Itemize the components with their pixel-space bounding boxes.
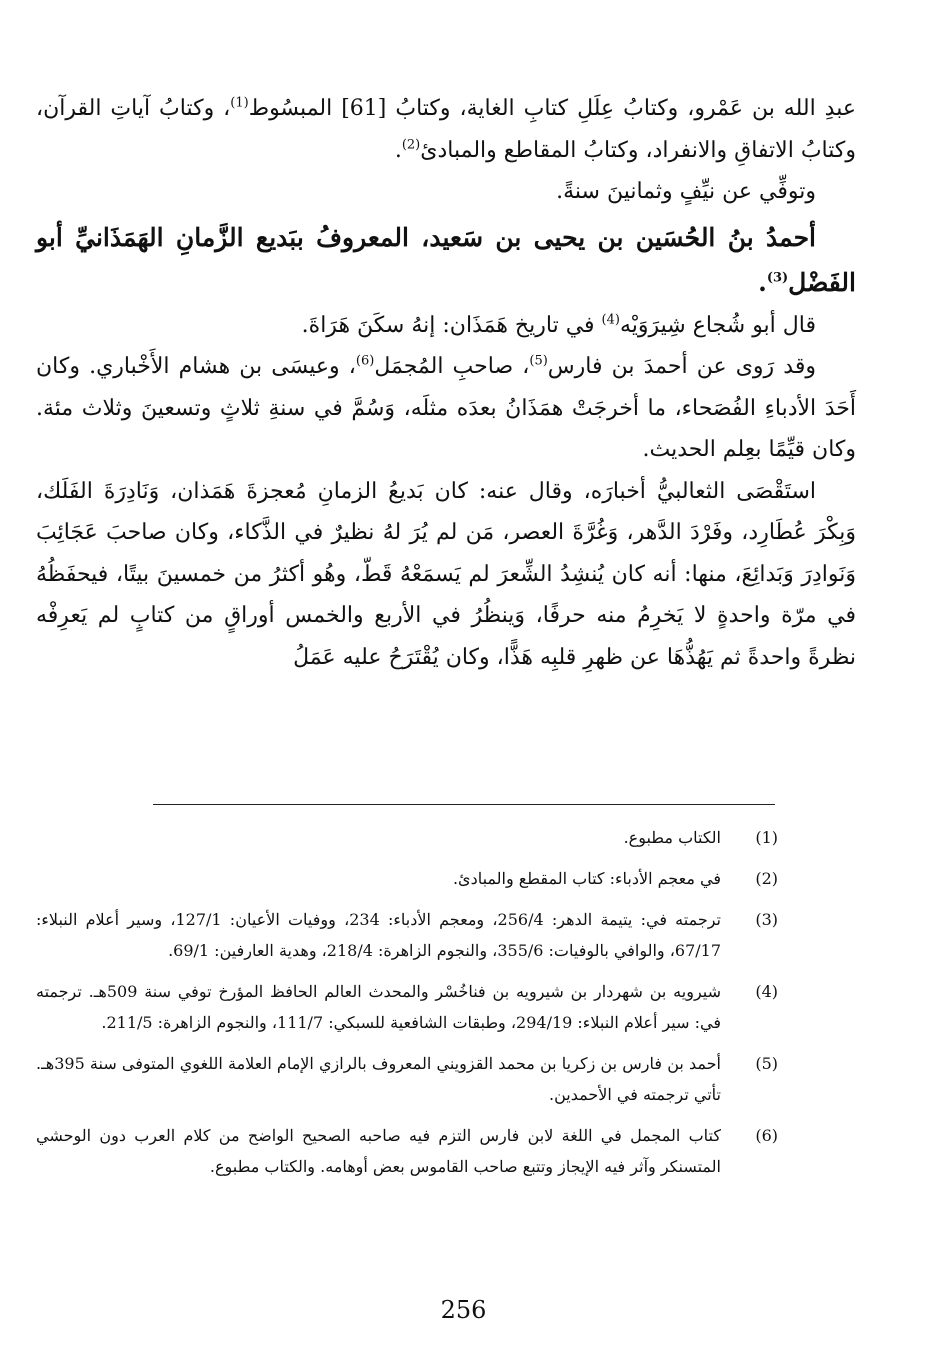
footnotes: [36, 822, 786, 1192]
footnote-text: الكتاب مطبوع.: [623, 828, 721, 847]
footnote-3: [36, 904, 786, 966]
text-run: عبدِ الله بن عَمْرو، وكتابُ عِلَلِ كتابِ الغاية، وكتابُ [61] المبسُوط: [248, 96, 856, 121]
paragraph-5: استَقْصَى الثعالبيُّ أخبارَه، وقال عنه: كان بَديعُ الزمانِ مُعجزةَ هَمَذان، وَنَادِرَةَ الفَلَك، وَبِكْرَ عُطَارِد، وفَرْدَ الدَّهر، وَغُرَّةَ العصر، مَن لم يُرَ لهُ نظيرٌ في الذَّكاء، وكان صاحبَ عَجَائِبَ وَنَوادِرَ وَبَدائِعَ، منها: أنه كان يُنشِدُ الشِّعرَ لم يَسمَعْهُ قَطّ، وهُو أكثرُ من خمسينَ بيتًا، فيحفَظُهُ في مرّة واحدةٍ لا يَخرِمُ منه حرفًا، وَينظُرُ في الأربع والخمس أوراقٍ من كتابٍ لم يَعرِفْه نظرةً واحدةً ثم يَهُذُّهَا عن ظهرِ قلبِه هَذًّا، وكان يُقْتَرَحُ عليه عَمَلُ: [36, 478, 856, 670]
footnote-number: (1): [755, 828, 778, 847]
footnote-4: [36, 976, 786, 1038]
footnote-text: أحمد بن فارس بن زكريا بن محمد القزويني المعروف بالرازي الإمام العلامة اللغوي المتوفى سنة 395هـ. تأتي ترجمته في الأحمدين.: [36, 1054, 721, 1104]
footnote-text: شيرويه بن شهردار بن شيرويه بن فناخُسْر والمحدث العالم الحافظ المؤرخ توفي سنة 509هـ. ترجمته في: سير أعلام النبلاء: 294/19، وطبقات الشافعية للسبكي: 111/7، والنجوم الزاهرة: 211/5.: [36, 982, 722, 1032]
footnote-text: في معجم الأدباء: كتاب المقطع والمبادئ.: [452, 869, 721, 888]
text-run: ، وكتابُ آياتِ القرآن، وكتابُ الاتفاقِ والانفراد، وكتابُ المقاطع والمبادئ: [36, 96, 856, 163]
footnote-ref[interactable]: (5): [529, 353, 548, 369]
text-run: ، وعيسَى بن هشام الأَخْباري. وكان أَحَدَ الأدباءِ الفُصَحاء، ما أخرجَتْ همَذَانُ بعدَه مثلَه، وَسُمَّ في سنةِ ثلاثٍ وتسعينَ وثلاث مئة. وكان قيِّمًا بعِلم الحديث.: [36, 354, 856, 462]
page-number: 256: [440, 1296, 487, 1324]
footnote-1: [36, 822, 786, 853]
footnote-number: (2): [755, 869, 778, 888]
paragraph-2: وتوفِّي عن نيِّفٍ وثمانينَ سنةً.: [556, 179, 816, 204]
footnote-number: (4): [755, 982, 778, 1001]
footnote-ref[interactable]: (2): [401, 137, 421, 153]
paragraph-3: [36, 305, 856, 347]
paragraph-1: [36, 88, 856, 171]
footnote-6: [36, 1120, 786, 1182]
entry-heading: [36, 215, 856, 305]
footnote-5: [36, 1048, 786, 1110]
footnote-ref[interactable]: (6): [355, 353, 375, 369]
main-text: [36, 88, 856, 678]
footnote-ref[interactable]: (4): [601, 312, 620, 328]
footnote-ref[interactable]: (3): [766, 270, 789, 286]
footnote-number: (6): [755, 1126, 778, 1145]
text-run: .: [394, 137, 402, 163]
text-run: في تاريخ هَمَذَان: إنهُ سكَنَ هَرَاةَ.: [301, 312, 602, 338]
text-run: أحمدُ بنُ الحُسَين بن يحيى بن سَعيد، المعروفُ ببَديع الزَّمانِ الهَمَذَانيِّ أبو الفَضْل: [36, 222, 856, 297]
text-run: .: [758, 267, 767, 297]
text-run: ، صاحبِ المُجمَل: [374, 354, 530, 379]
paragraph-4: [36, 346, 856, 471]
footnote-text: كتاب المجمل في اللغة لابن فارس التزم فيه صاحبه الصحيح الواضح من كلام العرب دون الوحشي المتسنكر وآثر فيه الإيجاز وتتبع صاحب القاموس بعض أوهامه. والكتاب مطبوع.: [36, 1126, 721, 1176]
footnote-text: ترجمته في: يتيمة الدهر: 256/4، ومعجم الأدباء: 234، ووفيات الأعيان: 127/1، وسير أعلام النبلاء: 67/17، والوافي بالوفيات: 355/6، والنجوم الزاهرة: 218/4، وهدية العارفين: 69/1.: [36, 910, 722, 960]
footnote-number: (3): [755, 910, 778, 929]
footnote-divider: [153, 804, 775, 805]
text-run: قال أبو شُجاع شِيرَوَيْه: [619, 312, 816, 338]
footnote-number: (5): [755, 1054, 778, 1073]
footnote-ref[interactable]: (1): [230, 95, 249, 111]
text-run: وقد رَوى عن أحمدَ بن فارس: [547, 354, 816, 379]
footnote-2: [36, 863, 786, 894]
